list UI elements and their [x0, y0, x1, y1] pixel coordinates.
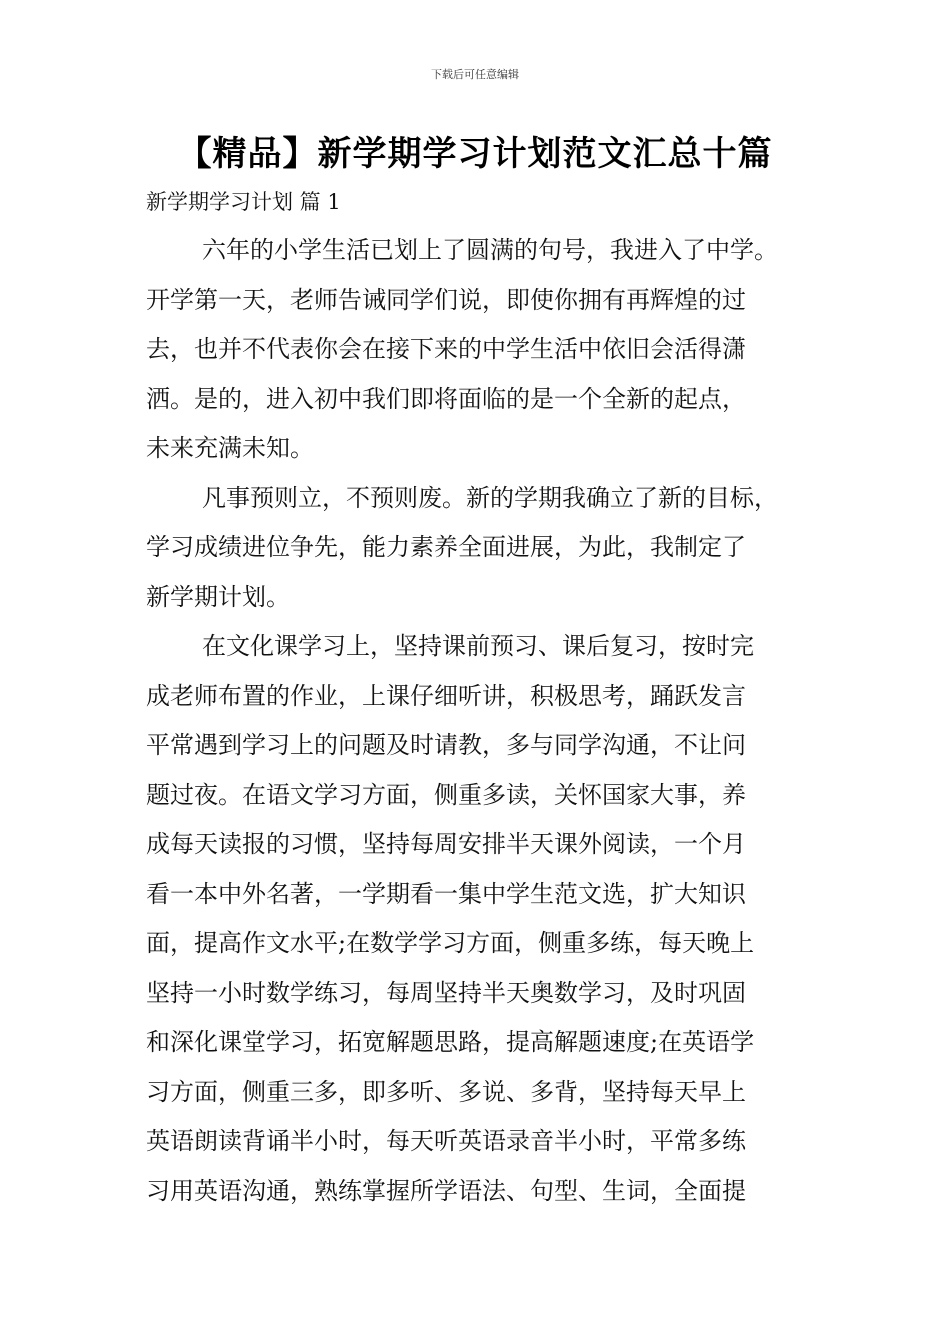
page-header-note: 下载后可任意编辑 [431, 68, 519, 81]
paragraph-line: 面，提高作文水平;在数学学习方面，侧重多练，每天晚上 [146, 929, 755, 957]
paragraph-line: 题过夜。在语文学习方面，侧重多读，关怀国家大事，养 [146, 780, 746, 809]
paragraph-2 [146, 474, 836, 623]
paragraph-line: 习方面，侧重三多，即多听、多说、多背，坚持每天早上 [146, 1077, 746, 1106]
paragraph-line: 英语朗读背诵半小时，每天听英语录音半小时，平常多练 [146, 1127, 746, 1155]
paragraph-1 [146, 226, 836, 474]
section-heading: 新学期学习计划 篇 1 [146, 190, 341, 214]
paragraph-line: 洒。是的，进入初中我们即将面临的是一个全新的起点， [146, 384, 746, 413]
paragraph-line: 成每天读报的习惯，坚持每周安排半天课外阅读，一个月 [146, 830, 746, 858]
paragraph-line: 习用英语沟通，熟练掌握所学语法、句型、生词，全面提 [146, 1176, 746, 1205]
paragraph-line: 新学期计划。 [146, 582, 290, 611]
document-title: 【精品】新学期学习计划范文汇总十篇 [177, 134, 773, 174]
paragraph-line: 坚持一小时数学练习，每周坚持半天奥数学习，及时巩固 [146, 978, 746, 1007]
paragraph-line: 六年的小学生活已划上了圆满的句号，我进入了中学。 [202, 236, 778, 264]
body-text [146, 226, 836, 1216]
paragraph-line: 开学第一天，老师告诫同学们说，即使你拥有再辉煌的过 [146, 285, 746, 314]
paragraph-line: 去，也并不代表你会在接下来的中学生活中依旧会活得潇 [146, 335, 746, 363]
paragraph-line: 学习成绩进位争先，能力素养全面进展，为此，我制定了 [146, 533, 746, 561]
paragraph-line: 在文化课学习上，坚持课前预习、课后复习，按时完 [202, 632, 754, 660]
paragraph-line: 看一本中外名著，一学期看一集中学生范文选，扩大知识 [146, 879, 746, 908]
paragraph-line: 成老师布置的作业，上课仔细听讲，积极思考，踊跃发言 [146, 681, 746, 710]
paragraph-line: 未来充满未知。 [146, 434, 314, 462]
paragraph-3 [146, 622, 836, 1216]
paragraph-line: 平常遇到学习上的问题及时请教，多与同学沟通，不让问 [146, 731, 746, 759]
paragraph-line: 和深化课堂学习，拓宽解题思路，提高解题速度;在英语学 [146, 1028, 755, 1056]
paragraph-line: 凡事预则立，不预则废。新的学期我确立了新的目标， [202, 483, 778, 512]
